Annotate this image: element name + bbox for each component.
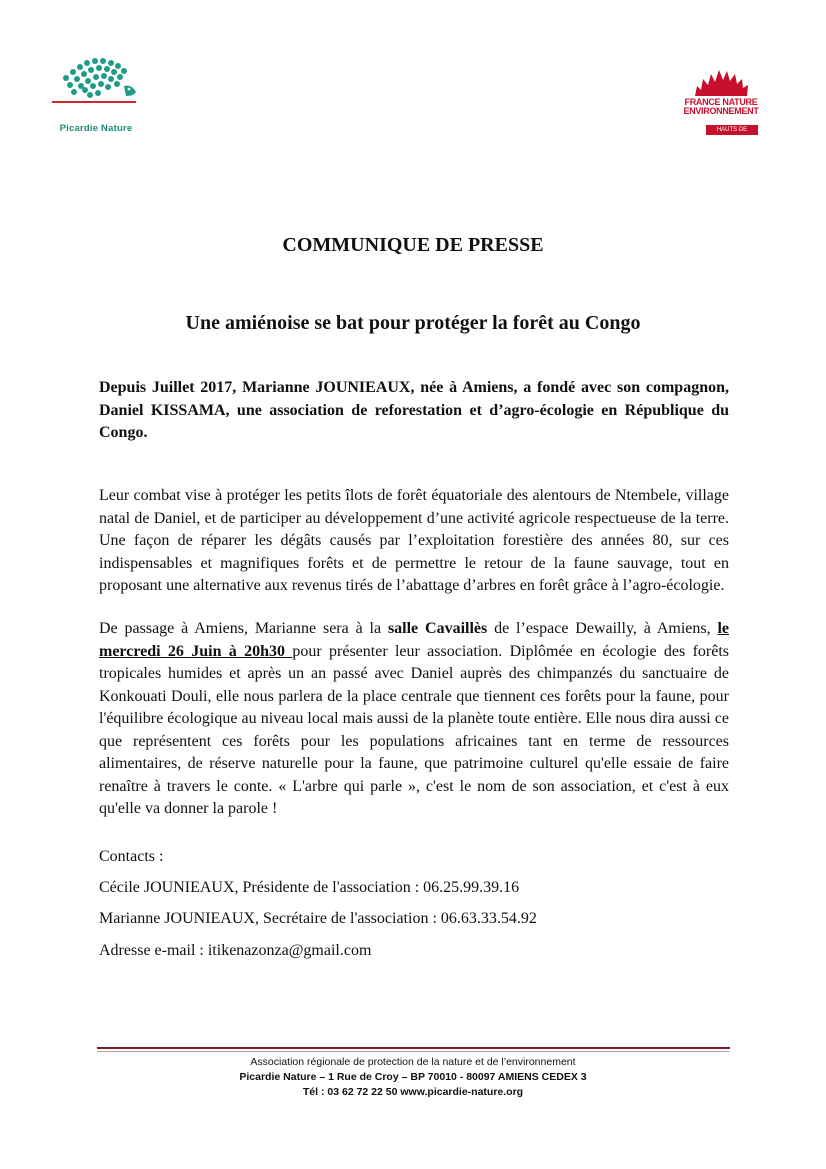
footer-divider-thin xyxy=(97,1051,730,1052)
body-paragraph-2 xyxy=(99,618,729,821)
footer-line-1: Association régionale de protection de la nature et de l’environnement xyxy=(250,1056,576,1068)
contacts-heading: Contacts : xyxy=(99,848,164,865)
fne-line1: FRANCE NATURE xyxy=(684,97,758,107)
fne-badge: HAUTS DE FRANCE xyxy=(706,125,758,135)
lead-paragraph: Depuis Juillet 2017, Marianne JOUNIEAUX, née à Amiens, a fondé avec son compagnon, Daniel KISSAMA, une association de reforestation et d’agro-écologie en République du Congo. xyxy=(99,379,729,441)
contact-line: Cécile JOUNIEAUX, Présidente de l'association : 06.25.99.39.16 xyxy=(99,879,520,896)
fne-wordmark xyxy=(683,98,759,116)
footer-address: Picardie Nature – 1 Rue de Croy – BP 70010 - 80097 AMIENS CEDEX 3 xyxy=(239,1071,587,1083)
contact-line: Marianne JOUNIEAUX, Secrétaire de l'association : 06.63.33.54.92 xyxy=(99,910,537,927)
footer-divider xyxy=(97,1047,730,1049)
contact-email-line: Adresse e-mail : itikenazonza@gmail.com xyxy=(99,942,372,959)
picardie-nature-rule xyxy=(52,101,136,103)
hedgehog-logo-icon xyxy=(46,48,146,108)
fne-line2: ENVIRONNEMENT xyxy=(683,106,759,116)
footer-phone-website: Tél : 03 62 72 22 50 www.picardie-nature.org xyxy=(302,1086,524,1098)
paragraph2-part2: de l’espace Dewailly, à Amiens, xyxy=(487,620,718,637)
event-date: le mercredi 26 Juin à 20h30 xyxy=(99,620,730,660)
venue-name: salle Cavaillès xyxy=(387,620,488,637)
press-release-title: COMMUNIQUE DE PRESSE xyxy=(282,234,544,256)
headline: Une amiénoise se bat pour protéger la forêt au Congo xyxy=(185,312,641,334)
body-paragraph-1: Leur combat vise à protéger les petits îlots de forêt équatoriale des alentours de Ntembele, village natal de Daniel, et de participer au développement d’une activité agricole respectueuse de la terre. Une façon de réparer les dégâts causés par l’exploitation forestière des années 80, sur ces indispensables et magnifiques forêts et de permettre le retour de la faune sauvage, tout en proposant une alternative aux revenus tirés de l’abattage d’arbres en forêt grâce à l’agro-écologie. xyxy=(99,487,729,594)
picardie-nature-name: Picardie Nature xyxy=(59,123,133,134)
paragraph2-part3: pour présenter leur association. Diplômée en écologie des forêts tropicales humides et après un an passé avec Daniel auprès des chimpanzés du sanctuaire de Konkouati Douli, elle nous parlera de la place centrale que tiennent ces forêts pour la faune, pour l'équilibre écologique au niveau local mais aussi de la planète toute entière. Elle nous dira aussi ce que représentent ces forêts pour les populations africaines tant en terme de ressources alimentaires, de réserve naturelle pour la faune, que patrimoine culturel qu'elle essaie de faire renaître à travers le conte. « L'arbre qui parle », c'est le nom de son association, et c'est à eux qu'elle va donner la parole ! xyxy=(99,642,730,817)
paragraph2-part1: De passage à Amiens, Marianne sera à la xyxy=(99,620,388,637)
hedgehog-red-logo-icon xyxy=(683,66,759,98)
